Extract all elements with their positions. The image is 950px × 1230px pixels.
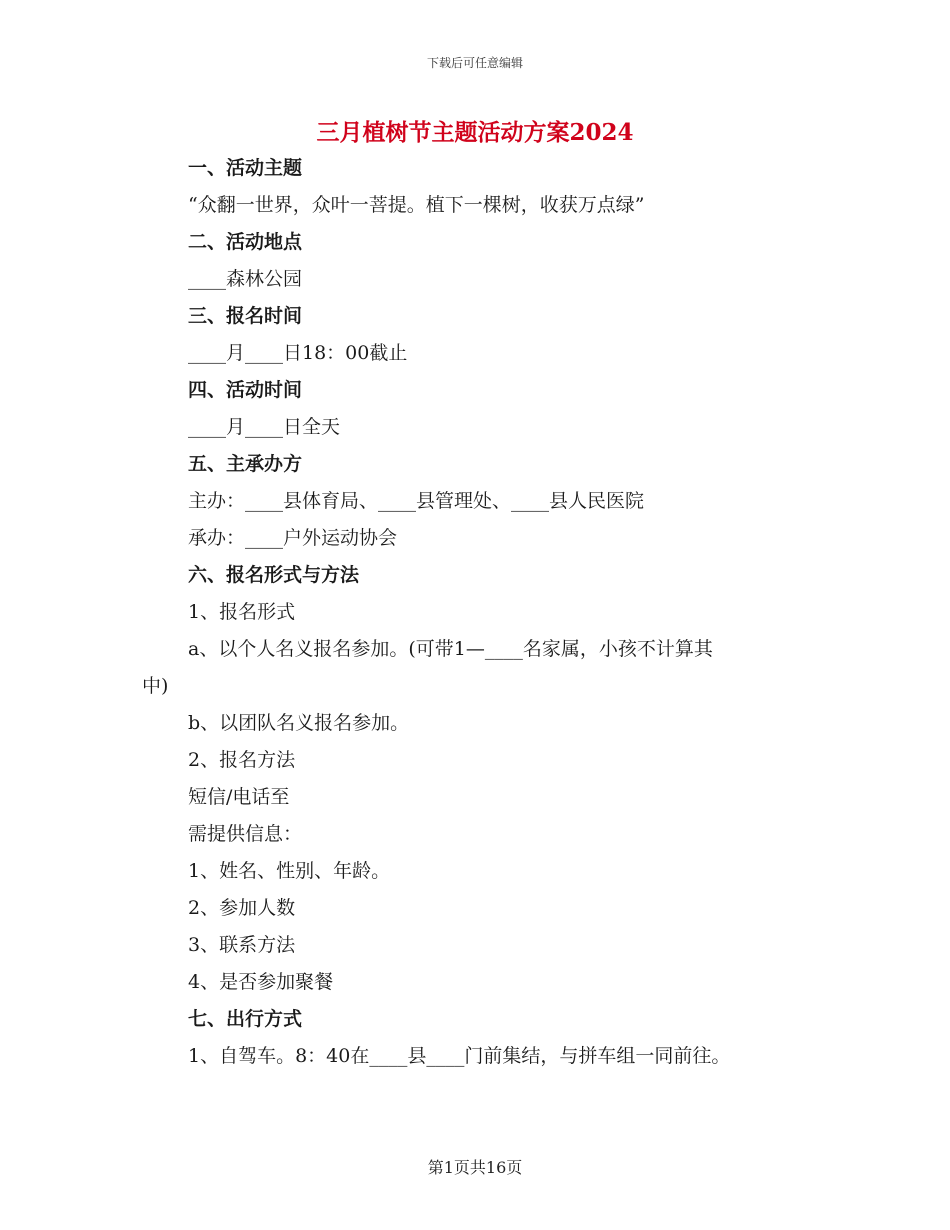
location-text: ____森林公园 [188, 268, 303, 290]
required-info-label: 需提供信息： [188, 823, 303, 845]
section-heading-location: 二、活动地点 [188, 231, 303, 253]
document-title: 三月植树节主题活动方案2024 [316, 119, 634, 146]
travel-self-drive-text: 1、自驾车。8：40在____县____门前集结，与拼车组一同前往。 [188, 1045, 731, 1067]
section-heading-signup-method: 六、报名形式与方法 [188, 564, 360, 586]
organizer-host-text: 主办：____县体育局、____县管理处、____县人民医院 [188, 490, 645, 512]
signup-form-subheading: 1、报名形式 [188, 601, 296, 623]
required-info-item: 2、参加人数 [188, 897, 296, 919]
page-footer: 第1页共16页 [427, 1158, 523, 1177]
section-heading-organizers: 五、主承办方 [188, 453, 303, 475]
signup-time-text: ____月____日18：00截止 [188, 342, 408, 364]
organizer-undertaker-text: 承办：____户外运动协会 [188, 527, 398, 549]
signup-individual-text-wrap: 中) [142, 675, 169, 697]
section-heading-theme: 一、活动主题 [188, 157, 303, 179]
section-heading-event-time: 四、活动时间 [188, 379, 303, 401]
header-note: 下载后可任意编辑 [426, 56, 523, 70]
required-info-item: 3、联系方法 [188, 934, 296, 956]
section-heading-travel: 七、出行方式 [188, 1008, 303, 1030]
required-info-item: 1、姓名、性别、年龄。 [188, 860, 391, 882]
theme-slogan: “众翻一世界，众叶一菩提。植下一棵树，收获万点绿” [188, 194, 645, 216]
signup-individual-text: a、以个人名义报名参加。(可带1—____名家属，小孩不计算其 [188, 638, 713, 660]
signup-team-text: b、以团队名义报名参加。 [188, 712, 410, 734]
signup-contact-text: 短信/电话至 [188, 786, 290, 808]
signup-method-subheading: 2、报名方法 [188, 749, 296, 771]
section-heading-signup-time: 三、报名时间 [188, 305, 303, 327]
required-info-item: 4、是否参加聚餐 [188, 971, 334, 993]
event-time-text: ____月____日全天 [188, 416, 341, 438]
